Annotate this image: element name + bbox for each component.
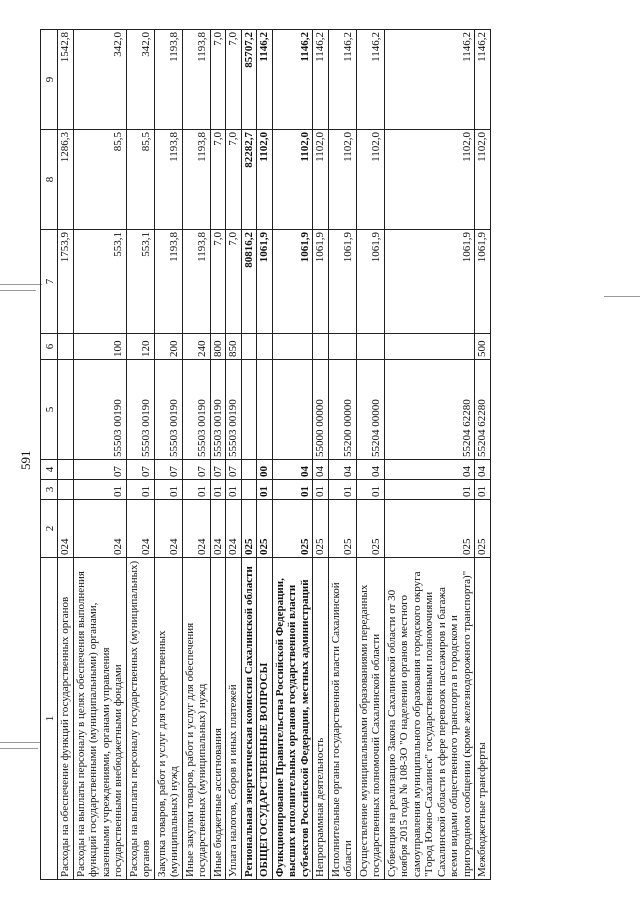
row-name: Расходы на обеспечение функций государственных органов [58, 558, 74, 880]
row-name: Региональная энергетическая комиссия Сахалинской области [241, 558, 257, 880]
table-row [257, 30, 273, 880]
col7-amount: 1061,9 [356, 230, 384, 334]
row-name: Расходы на выплаты персоналу государственных (муниципальных) органов [126, 558, 154, 880]
col6-type [356, 334, 384, 360]
col-header: 6 [41, 334, 58, 360]
col7-amount: 7,0 [210, 230, 226, 334]
col2-code: 025 [272, 500, 313, 558]
col2-code: 025 [475, 500, 491, 558]
col4-subsection: 04 [384, 460, 475, 480]
col9-amount: 342,0 [126, 30, 154, 130]
col5-target: 55503 00190 [154, 360, 182, 460]
col2-code: 025 [328, 500, 356, 558]
col3-section: 01 [226, 480, 242, 500]
table-row [356, 30, 384, 880]
col4-subsection: 07 [226, 460, 242, 480]
col9-amount: 7,0 [210, 30, 226, 130]
col7-amount: 1753,9 [58, 230, 74, 334]
col9-amount: 1146,2 [257, 30, 273, 130]
col8-amount: 85,5 [126, 130, 154, 230]
col2-code: 024 [226, 500, 242, 558]
col7-amount: 1061,9 [313, 230, 329, 334]
col-header: 8 [41, 130, 58, 230]
row-name: Исполнительные органы государственной власти Сахалинской области [328, 558, 356, 880]
col5-target: 55204 62280 [384, 360, 475, 460]
col8-amount: 1102,0 [257, 130, 273, 230]
col2-code: 024 [126, 500, 154, 558]
col2-code: 024 [182, 500, 210, 558]
col2-code: 025 [313, 500, 329, 558]
col4-subsection: 07 [154, 460, 182, 480]
row-name: Иные закупки товаров, работ и услуг для обеспечения государственных (муниципальных) нужд [182, 558, 210, 880]
col5-target: 55204 00000 [356, 360, 384, 460]
col6-type: 200 [154, 334, 182, 360]
col6-type [328, 334, 356, 360]
scan-artifact-line [0, 290, 36, 291]
col-header: 2 [41, 500, 58, 558]
col3-section: 01 [272, 480, 313, 500]
col8-amount: 1102,0 [475, 130, 491, 230]
col4-subsection [241, 460, 257, 480]
row-name: Иные бюджетные ассигнования [210, 558, 226, 880]
col4-subsection: 07 [210, 460, 226, 480]
col7-amount: 1061,9 [328, 230, 356, 334]
row-name: Субвенция на реализацию Закона Сахалинской области от 30 ноября 2015 года № 108-ЗО "О наделении органов местного самоуправления муниципального образования городского округа "Город Южно-Сахалинск" государственными полномочиями Сахалинской области в сфере перевозок пассажиров и багажа всеми видами общественного транспорта в городском и пригородном сообщении (кроме железнодорожного транспорта)" [384, 558, 475, 880]
col9-amount: 1146,2 [384, 30, 475, 130]
col9-amount: 1146,2 [356, 30, 384, 130]
col5-target [272, 360, 313, 460]
row-name: ОБЩЕГОСУДАРСТВЕННЫЕ ВОПРОСЫ [257, 558, 273, 880]
col5-target: 55200 00000 [328, 360, 356, 460]
col7-amount: 1061,9 [384, 230, 475, 334]
col3-section: 01 [210, 480, 226, 500]
row-name: Расходы на выплаты персоналу в целях обеспечения выполнения функций государственными (муниципальными) органами, казенными учреждениями, органами управления государственными внебюджетными фондами [73, 558, 126, 880]
col7-amount: 553,1 [73, 230, 126, 334]
col6-type [384, 334, 475, 360]
col8-amount: 1102,0 [313, 130, 329, 230]
col-header: 3 [41, 480, 58, 500]
col8-amount: 82282,7 [241, 130, 257, 230]
col3-section [58, 480, 74, 500]
col7-amount: 7,0 [226, 230, 242, 334]
table-row [126, 30, 154, 880]
col8-amount: 7,0 [210, 130, 226, 230]
col9-amount: 342,0 [73, 30, 126, 130]
table-row [475, 30, 491, 880]
col3-section: 01 [328, 480, 356, 500]
col9-amount: 1146,2 [272, 30, 313, 130]
col9-amount: 1146,2 [328, 30, 356, 130]
col4-subsection: 04 [313, 460, 329, 480]
row-name: Уплата налогов, сборов и иных платежей [226, 558, 242, 880]
col2-code: 024 [58, 500, 74, 558]
col7-amount: 1061,9 [257, 230, 273, 334]
row-name: Функционирование Правительства Российской Федерации, высших исполнительных органов государственной власти субъектов Российской Федерации, местных администраций [272, 558, 313, 880]
col5-target: 55503 00190 [126, 360, 154, 460]
col6-type [257, 334, 273, 360]
col5-target: 55503 00190 [182, 360, 210, 460]
col5-target: 55503 00190 [210, 360, 226, 460]
table-row [210, 30, 226, 880]
page-number: 591 [18, 450, 33, 470]
col8-amount: 1102,0 [356, 130, 384, 230]
col6-type: 100 [73, 334, 126, 360]
col7-amount: 1061,9 [475, 230, 491, 334]
col7-amount: 80816,2 [241, 230, 257, 334]
col6-type [241, 334, 257, 360]
col4-subsection: 07 [73, 460, 126, 480]
col6-type [272, 334, 313, 360]
col8-amount: 1102,0 [328, 130, 356, 230]
col6-type [58, 334, 74, 360]
col9-amount: 7,0 [226, 30, 242, 130]
row-name: Осуществление муниципальными образованиями переданных государственных полномочий Сахалинской области [356, 558, 384, 880]
col4-subsection: 04 [272, 460, 313, 480]
table-row [182, 30, 210, 880]
col9-amount: 1542,8 [58, 30, 74, 130]
col3-section: 01 [475, 480, 491, 500]
col3-section: 01 [356, 480, 384, 500]
row-name: Непрограммная деятельность [313, 558, 329, 880]
col5-target: 55204 62280 [475, 360, 491, 460]
col3-section: 01 [257, 480, 273, 500]
col2-code: 025 [356, 500, 384, 558]
col3-section: 01 [73, 480, 126, 500]
col6-type: 800 [210, 334, 226, 360]
col5-target: 55503 00190 [73, 360, 126, 460]
table-row [313, 30, 329, 880]
col5-target [241, 360, 257, 460]
col-header: 5 [41, 360, 58, 460]
col6-type: 500 [475, 334, 491, 360]
col7-amount: 553,1 [126, 230, 154, 334]
col8-amount: 1193,8 [154, 130, 182, 230]
col8-amount: 85,5 [73, 130, 126, 230]
col2-code: 024 [210, 500, 226, 558]
col4-subsection: 04 [356, 460, 384, 480]
col5-target [257, 360, 273, 460]
col9-amount: 1146,2 [313, 30, 329, 130]
col6-type: 240 [182, 334, 210, 360]
row-name: Закупка товаров, работ и услуг для государственных (муниципальных) нужд [154, 558, 182, 880]
col-header: 4 [41, 460, 58, 480]
col3-section: 01 [384, 480, 475, 500]
col-header: 1 [41, 558, 58, 880]
col-header: 9 [41, 30, 58, 130]
col2-code: 025 [241, 500, 257, 558]
budget-table [40, 29, 491, 880]
col3-section: 01 [154, 480, 182, 500]
col3-section: 01 [313, 480, 329, 500]
col9-amount: 85707,2 [241, 30, 257, 130]
col5-target [58, 360, 74, 460]
scan-artifact-line [0, 748, 38, 749]
col9-amount: 1146,2 [475, 30, 491, 130]
col6-type: 120 [126, 334, 154, 360]
col4-subsection: 07 [126, 460, 154, 480]
col2-code: 024 [73, 500, 126, 558]
col3-section [241, 480, 257, 500]
col4-subsection: 04 [328, 460, 356, 480]
col8-amount: 1102,0 [272, 130, 313, 230]
table-row [73, 30, 126, 880]
header-row [41, 30, 58, 880]
rotated-page [18, 30, 640, 880]
col6-type: 850 [226, 334, 242, 360]
col7-amount: 1061,9 [272, 230, 313, 334]
table-row [328, 30, 356, 880]
table-row [154, 30, 182, 880]
col7-amount: 1193,8 [154, 230, 182, 334]
table-row [272, 30, 313, 880]
row-name: Межбюджетные трансферты [475, 558, 491, 880]
col7-amount: 1193,8 [182, 230, 210, 334]
col9-amount: 1193,8 [154, 30, 182, 130]
col8-amount: 7,0 [226, 130, 242, 230]
col8-amount: 1286,3 [58, 130, 74, 230]
col3-section: 01 [126, 480, 154, 500]
scan-artifact-line [0, 742, 40, 743]
col9-amount: 1193,8 [182, 30, 210, 130]
table-row [58, 30, 74, 880]
scan-artifact-line [0, 284, 42, 285]
col8-amount: 1193,8 [182, 130, 210, 230]
col4-subsection: 04 [475, 460, 491, 480]
col8-amount: 1102,0 [384, 130, 475, 230]
table-row [384, 30, 475, 880]
table-row [226, 30, 242, 880]
table-row [241, 30, 257, 880]
col2-code: 025 [384, 500, 475, 558]
col2-code: 024 [154, 500, 182, 558]
col4-subsection: 07 [182, 460, 210, 480]
col5-target: 55000 00000 [313, 360, 329, 460]
col4-subsection: 00 [257, 460, 273, 480]
col2-code: 025 [257, 500, 273, 558]
col5-target: 55503 00190 [226, 360, 242, 460]
col-header: 7 [41, 230, 58, 334]
col6-type [313, 334, 329, 360]
col4-subsection [58, 460, 74, 480]
col3-section: 01 [182, 480, 210, 500]
